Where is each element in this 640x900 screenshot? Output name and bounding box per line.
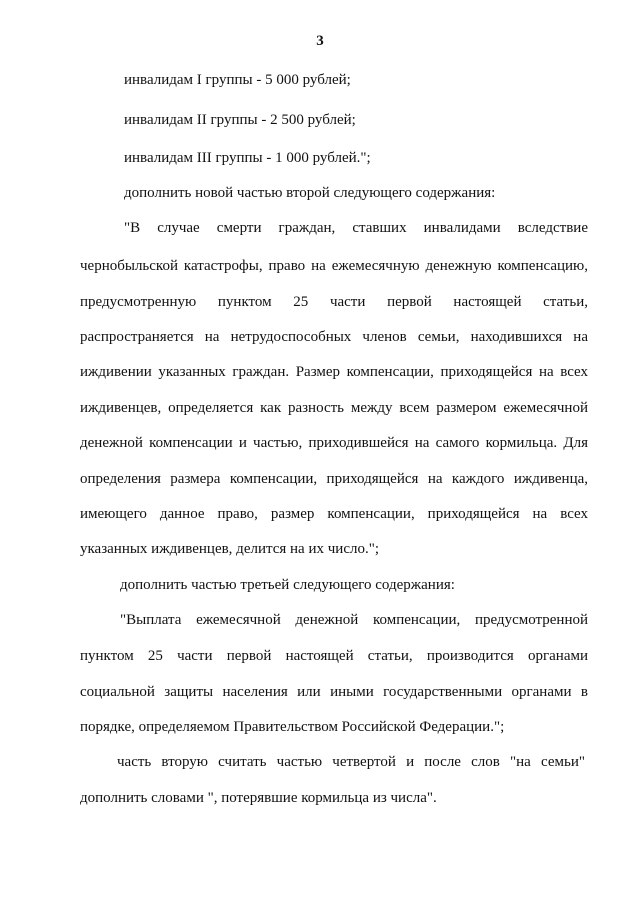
text-line: инвалидам I группы - 5 000 рублей; <box>124 72 351 88</box>
text-line: дополнить словами ", потерявшие кормильца из числа". <box>80 790 437 806</box>
text-line: социальной защиты населения или иными государственными органами в <box>80 684 588 700</box>
text-line: пунктом 25 части первой настоящей статьи, производится органами <box>80 648 588 664</box>
text-line: часть вторую считать частью четвертой и после слов "на семьи" <box>117 754 585 770</box>
text-line: дополнить новой частью второй следующего содержания: <box>124 185 496 201</box>
text-line: распространяется на нетрудоспособных членов семьи, находившихся на <box>80 329 588 345</box>
text-line: чернобыльской катастрофы, право на ежемесячную денежную компенсацию, <box>80 258 588 274</box>
text-line: дополнить частью третьей следующего содержания: <box>120 577 455 593</box>
text-line: указанных иждивенцев, делится на их число."; <box>80 541 379 557</box>
text-line: инвалидам II группы - 2 500 рублей; <box>124 112 356 128</box>
text-line: порядке, определяемом Правительством Российской Федерации."; <box>80 719 505 735</box>
page-number: 3 <box>316 33 324 49</box>
text-line: иждивении указанных граждан. Размер компенсации, приходящейся на всех <box>80 364 588 380</box>
text-line: имеющего данное право, размер компенсации, приходящейся на всех <box>80 506 588 522</box>
text-line: определения размера компенсации, приходящейся на каждого иждивенца, <box>80 471 588 487</box>
text-line: "В случае смерти граждан, ставших инвалидами вследствие <box>124 220 588 236</box>
text-line: денежной компенсации и частью, приходившейся на самого кормильца. Для <box>80 435 588 451</box>
text-line: инвалидам III группы - 1 000 рублей."; <box>124 150 371 166</box>
text-line: "Выплата ежемесячной денежной компенсации, предусмотренной <box>120 612 588 628</box>
text-line: иждивенцев, определяется как разность между всем размером ежемесячной <box>80 400 588 416</box>
text-line: предусмотренную пунктом 25 части первой настоящей статьи, <box>80 294 588 310</box>
